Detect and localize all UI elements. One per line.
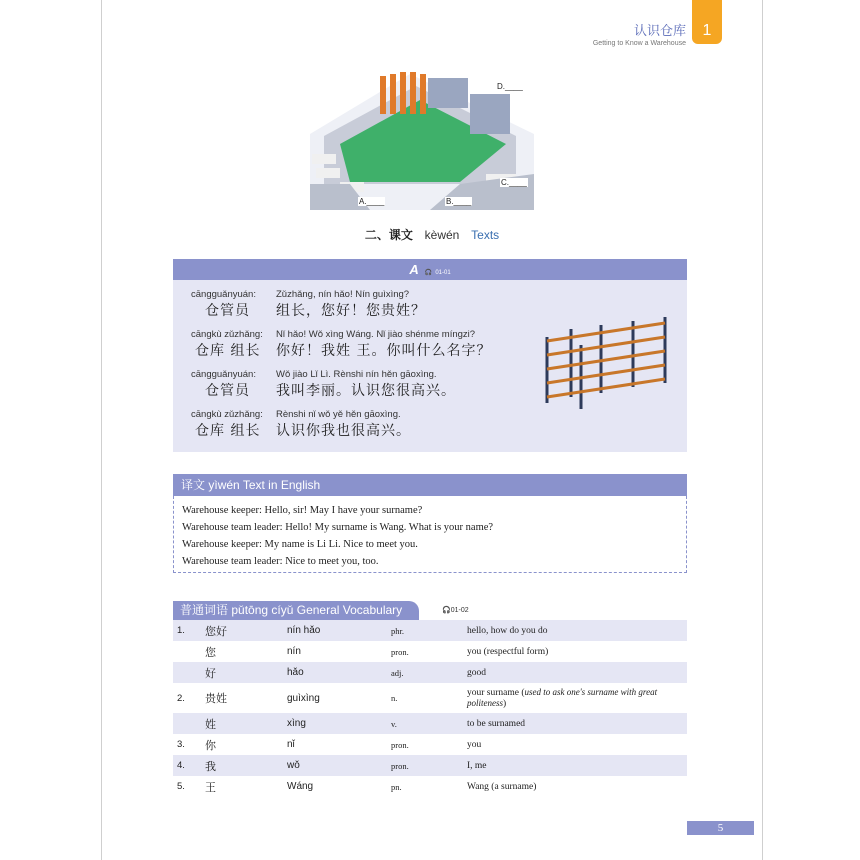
vocab-row xyxy=(173,641,687,662)
shelving-rack-illustration xyxy=(541,317,673,411)
vocab-meaning: I, me xyxy=(467,760,487,771)
vocabulary-audio xyxy=(442,606,469,614)
vocab-word: 贵姓 xyxy=(205,692,227,705)
line-text-zh: 认识你我也很高兴。 xyxy=(276,423,411,439)
line-text-zh: 你好！我姓 王。你叫什么名字？ xyxy=(276,343,492,359)
vocab-pos: phr. xyxy=(391,625,404,636)
vocab-pos: v. xyxy=(391,718,397,729)
translation-title-zh: 译文 xyxy=(181,478,206,492)
vocab-num: 1. xyxy=(177,625,185,636)
vocab-meaning: hello, how do you do xyxy=(467,625,548,636)
vocab-num: 4. xyxy=(177,760,185,771)
line-speaker-pinyin: cāngguǎnyuán: xyxy=(191,369,256,380)
dialogue-label: A xyxy=(409,262,419,277)
vocab-pinyin: nín hǎo xyxy=(287,625,321,636)
chapter-title-zh: 认识仓库 xyxy=(633,24,686,39)
section-english: Texts xyxy=(471,228,500,242)
line-speaker-zh: 仓管员 xyxy=(205,383,250,399)
vocab-meaning: your surname ( xyxy=(467,688,525,698)
line-speaker-zh: 仓管员 xyxy=(205,303,250,319)
vocab-word: 我 xyxy=(205,759,216,773)
vocab-num: 3. xyxy=(177,739,185,750)
figure-label-c: C.____ xyxy=(501,178,527,187)
vocab-pos: pron. xyxy=(391,739,409,750)
audio-track: 01-02 xyxy=(450,607,469,614)
translation-line: Warehouse keeper: Hello, sir! May I have your surname? xyxy=(182,505,423,516)
vocab-pos: adj. xyxy=(391,667,404,678)
vocab-meaning: you (respectful form) xyxy=(467,646,549,657)
line-text-zh: 我叫李丽。认识您很高兴。 xyxy=(276,383,456,399)
vocab-pinyin: xìng xyxy=(287,718,306,729)
vocab-word: 王 xyxy=(205,780,216,794)
section-title: 二、课文 xyxy=(364,228,413,242)
translation-line: Warehouse team leader: Hello! My surname is Wang. What is your name? xyxy=(182,522,494,533)
line-text-zh: 组长，您好！您贵姓？ xyxy=(276,303,426,319)
line-text-pinyin: Wǒ jiào Lǐ Lì. Rènshi nín hěn gāoxìng. xyxy=(276,369,437,380)
vocab-pos: pron. xyxy=(391,760,409,771)
vocab-pinyin: wǒ xyxy=(287,760,300,771)
dialogue-line xyxy=(191,289,426,320)
line-speaker-zh: 仓库 组长 xyxy=(195,423,261,439)
dialogue-panel xyxy=(173,259,687,452)
dialogue-line xyxy=(191,329,491,360)
vocab-pinyin: hǎo xyxy=(287,667,304,678)
vocab-num xyxy=(173,713,201,734)
chapter-title xyxy=(593,20,686,47)
vocab-meaning: you xyxy=(467,739,482,750)
vocab-num: 5. xyxy=(177,781,185,792)
vocab-row xyxy=(173,734,687,755)
vocab-pinyin: nín xyxy=(287,646,301,657)
headphones-icon[interactable]: 🎧 xyxy=(424,270,433,276)
vocabulary-table xyxy=(173,620,687,797)
vocab-meaning: good xyxy=(467,667,486,678)
translation-line: Warehouse team leader: Nice to meet you, too. xyxy=(182,556,379,567)
vocab-word: 姓 xyxy=(205,717,216,731)
vocab-meaning: to be surnamed xyxy=(467,718,526,729)
vocabulary-title-pinyin: pǔtōng cíyǔ xyxy=(231,603,294,617)
vocab-num: 2. xyxy=(177,692,185,704)
vocab-note: used to ask one's surname with great politeness xyxy=(467,687,658,708)
headphones-icon[interactable]: 🎧 xyxy=(442,607,451,614)
dialogue-header xyxy=(173,259,687,280)
vocab-pinyin: guìxìng xyxy=(287,692,320,704)
translation-panel xyxy=(173,474,687,574)
line-text-pinyin: Zǔzhǎng, nín hǎo! Nín guìxìng? xyxy=(276,289,410,300)
vocab-row xyxy=(173,683,687,713)
vocab-meaning: Wang (a surname) xyxy=(467,781,537,792)
vocab-word: 好 xyxy=(205,666,216,680)
vocab-pos: pn. xyxy=(391,781,402,792)
vocab-row xyxy=(173,776,687,797)
dialogue-line xyxy=(191,369,456,400)
audio-track: 01-01 xyxy=(435,270,451,276)
vocabulary-title-en: General Vocabulary xyxy=(296,603,403,617)
figure-label-a: A.____ xyxy=(359,197,385,206)
translation-body xyxy=(173,496,687,573)
line-speaker-pinyin: cāngkù zǔzhǎng: xyxy=(191,409,263,420)
vocab-word: 你 xyxy=(205,738,216,752)
page xyxy=(101,0,763,860)
vocab-num xyxy=(173,662,201,683)
translation-title-en: Text in English xyxy=(242,478,321,492)
vocab-row xyxy=(173,662,687,683)
vocab-word: 您 xyxy=(205,645,216,659)
vocabulary-header xyxy=(173,601,419,620)
vocab-pinyin: nǐ xyxy=(287,739,295,750)
section-heading xyxy=(102,226,762,243)
translation-title-pinyin: yìwén xyxy=(208,478,240,492)
page-number: 5 xyxy=(687,821,754,835)
section-pinyin: kèwén xyxy=(424,228,460,242)
dialogue-line xyxy=(191,409,411,440)
chapter-number-tab: 1 xyxy=(692,0,722,44)
vocab-word: 您好 xyxy=(205,624,227,638)
vocab-row xyxy=(173,620,687,641)
translation-header xyxy=(173,474,687,496)
vocab-row xyxy=(173,713,687,734)
line-speaker-zh: 仓库 组长 xyxy=(195,343,261,359)
vocabulary-title-zh: 普通词语 xyxy=(180,603,229,617)
vocab-row xyxy=(173,755,687,776)
vocab-pos: pron. xyxy=(391,646,409,657)
line-speaker-pinyin: cāngguǎnyuán: xyxy=(191,289,256,300)
translation-line: Warehouse keeper: My name is Li Li. Nice to meet you. xyxy=(182,539,418,550)
vocab-pos: n. xyxy=(391,693,398,703)
vocab-num xyxy=(173,641,201,662)
figure-label-b: B.____ xyxy=(446,197,472,206)
line-speaker-pinyin: cāngkù zǔzhǎng: xyxy=(191,329,263,340)
figure-label-d: D.____ xyxy=(497,82,523,91)
line-text-pinyin: Nǐ hǎo! Wǒ xìng Wáng. Nǐ jiào shénme míngzi? xyxy=(276,329,476,340)
chapter-title-en: Getting to Know a Warehouse xyxy=(592,40,686,47)
vocab-meaning-cell: your surname (used to ask one's surname with great politeness) xyxy=(467,687,658,709)
vocab-pinyin: Wáng xyxy=(287,781,314,792)
line-text-pinyin: Rènshi nǐ wǒ yě hěn gāoxìng. xyxy=(276,409,401,420)
